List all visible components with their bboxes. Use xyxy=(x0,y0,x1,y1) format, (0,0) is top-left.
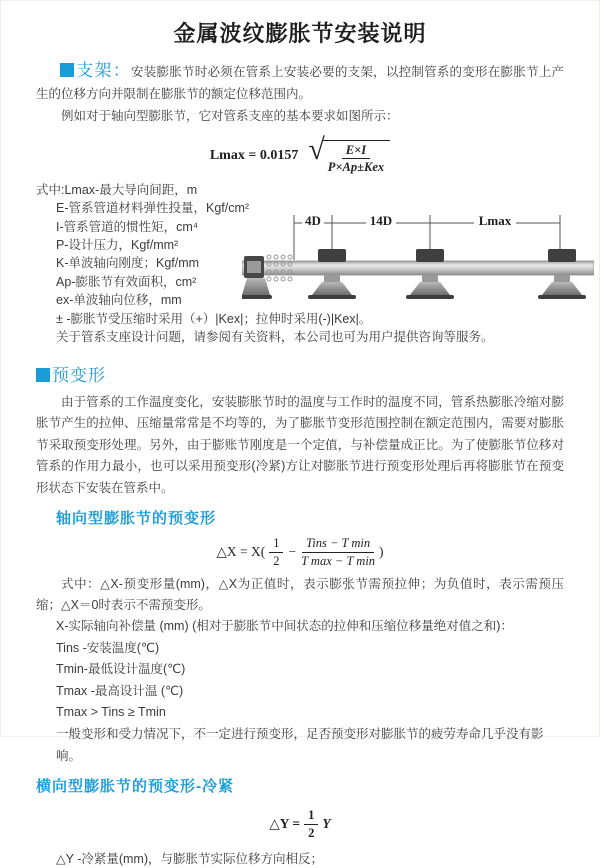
lmax-formula-fraction xyxy=(328,143,384,175)
dim-label-4d: 4D xyxy=(305,212,321,228)
pipe-support-diagram xyxy=(242,211,594,305)
lateral-section xyxy=(36,775,564,868)
definition-line: ex-单波轴向位移，mm xyxy=(56,293,182,308)
definition-line: Tmax -最高设计温 (℃) xyxy=(56,683,184,698)
blue-square-icon xyxy=(36,368,50,382)
definition-line: 关于管系支座设计问题，请参阅有关资料，本公司也可为用户提供咨询等服务。 xyxy=(56,330,494,344)
pipe xyxy=(242,261,594,275)
support-definitions-block xyxy=(36,181,564,347)
predeform-paragraph: 由于管系的工作温度变化，安装膨胀节时的温度与工作时的温度不同，管系热膨胀冷缩对膨胀节产生的拉伸、压缩量常常是不均等的，为了膨胀节变形范围控制在额定范围内，需要对膨胀节采取预变形处理。另外，由于膨账节刚度是一个定值，与补偿量成正比。为了使膨胀节位移对管系的作用力最小，也可以采用预变形(冷紧)方让对膨胀节进行预变形处理后再将膨胀节在预变形状态下安装在管系中。 xyxy=(36,394,564,495)
axial-explain-paragraph: 式中：△X-预变形量(mm)，△X为正值时，表示膨张节需预拉伸；为负值时，表示需预压缩；△X＝0时表示不需预变形。 xyxy=(36,577,564,612)
predeform-heading: 预变形 xyxy=(36,361,564,386)
definition-line: Tmax > Tins ≥ Tmin xyxy=(56,705,166,720)
support-section xyxy=(36,60,564,347)
definition-line: I-管系管道的惯性矩，cm⁴ xyxy=(56,219,199,234)
dim-label-14d: 14D xyxy=(369,212,393,228)
definition-line: 一般变形和受力情况下，不一定进行预变形，足否预变形对膨胀节的疲劳寿命几乎没有影响。 xyxy=(56,726,544,763)
definition-line: X-实际轴向补偿量 (mm) (相对于膨胀节中间状态的拉伸和压缩位移量绝对值之和)： xyxy=(56,619,513,633)
blue-square-icon xyxy=(60,63,74,77)
predeform-section xyxy=(36,361,564,767)
minus-operator: − xyxy=(288,544,297,560)
definition-line: K-单波轴向刚度；Kgf/mm xyxy=(56,256,200,271)
definition-line: E-管系管道材料弹性投量，Kgf/cm² xyxy=(56,201,250,216)
definition-line: Tmin-最低设计温度(℃) xyxy=(56,662,186,677)
lmax-formula-denominator: P×Ap±Kex xyxy=(327,160,385,175)
dim-label-lmax: Lmax xyxy=(478,212,512,228)
definition-line: ± -膨胀节受压缩时采用（+）|Kex|；拉伸时采用(-)|Kex|。 xyxy=(56,311,372,326)
axial-formula-temperature-fraction: $\frac{\text{Tins − T min}}{\text{T max − T min}}$ xyxy=(301,536,376,568)
lateral-formula-rhs: Y xyxy=(322,816,331,832)
definition-line: Tins -安装温度(℃) xyxy=(56,640,160,655)
axial-predeform-heading: 轴向型膨胀节的预变形 xyxy=(56,510,217,528)
support-example-line: 例如对于轴向型膨胀节，它对管系支座的基本要求如图所示： xyxy=(61,109,399,123)
axial-formula-lhs: △X = X( xyxy=(216,544,266,560)
lateral-note: △Y -冷紧量(mm)，与膨胀节实际位移方向相反； xyxy=(56,851,324,866)
support-heading: 支架： xyxy=(76,61,131,80)
lateral-formula-half: $\frac{1}{2}$ xyxy=(304,808,318,840)
axial-formula xyxy=(36,536,564,568)
axial-formula-half: $\frac{1}{2}$ xyxy=(269,536,283,568)
lmax-formula xyxy=(36,133,564,175)
support-paragraph xyxy=(36,60,564,105)
definition-line: Ap-膨胀节有效面积，cm² xyxy=(56,274,197,289)
lmax-formula-lhs: Lmax = 0.0157 xyxy=(209,147,299,163)
lmax-formula-numerator: E×I xyxy=(342,143,370,159)
lateral-formula xyxy=(36,808,564,840)
page-title: 金属波纹膨胀节安装说明 xyxy=(173,21,427,46)
axial-definitions-block xyxy=(36,616,564,767)
lateral-formula-lhs: △Y = xyxy=(269,816,301,832)
lateral-predeform-heading: 横向型膨胀节的预变形-冷紧 xyxy=(36,778,234,796)
axial-formula-rhs: ) xyxy=(379,544,384,560)
document-page xyxy=(1,1,599,868)
definition-line: 式中:Lmax-最大导向间距，m xyxy=(36,182,198,197)
sqrt-radical-icon: √ $\frac{E\times I}{\text{P×Ap±Kex}}$ xyxy=(308,137,390,175)
support-paragraph-text: 安装膨胀节时必须在管系上安装必要的支架，以控制管系的变形在膨胀节上产生的位移方向并限制在膨胀节的额定位移范围内。 xyxy=(36,65,564,101)
definition-line: P-设计压力，Kgf/mm² xyxy=(56,237,179,252)
